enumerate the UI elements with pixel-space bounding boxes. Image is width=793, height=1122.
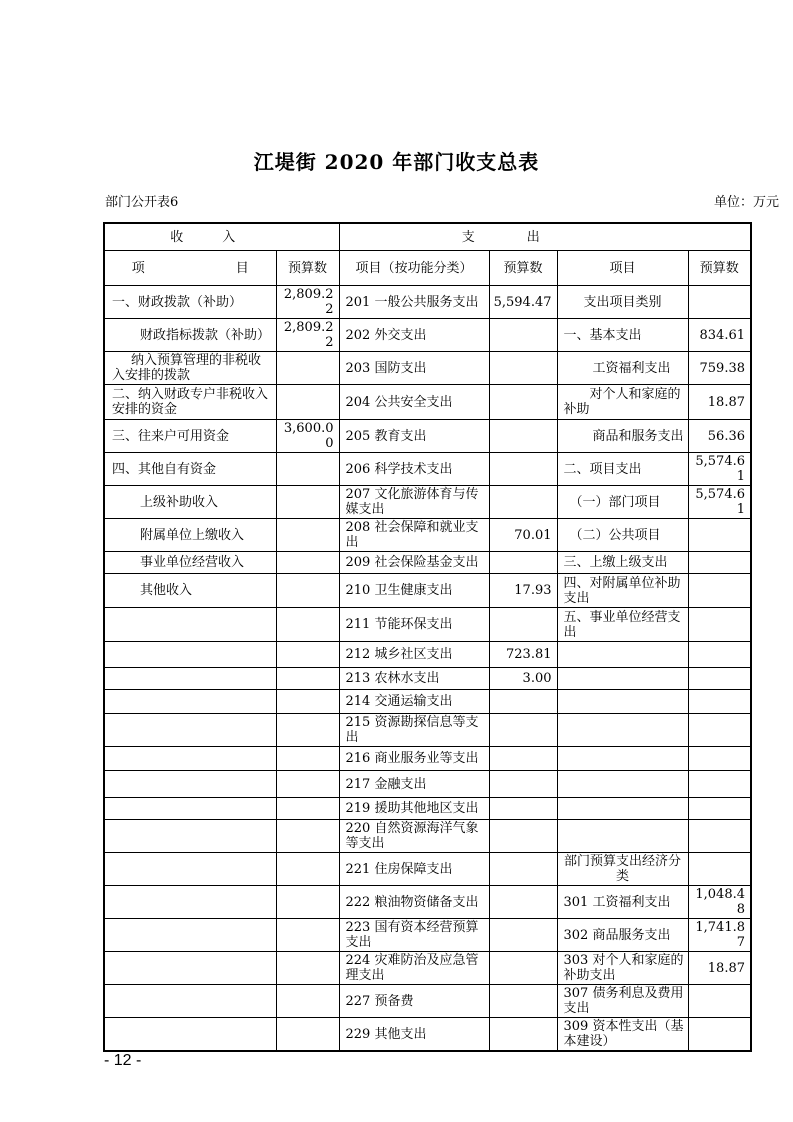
table-row — [104, 385, 751, 420]
func-budget-cell — [489, 952, 557, 985]
func-item-cell: 204 公共安全支出 — [339, 385, 489, 420]
exp-item-cell — [557, 747, 688, 771]
exp-budget-cell — [688, 552, 751, 574]
exp-item-cell: 工资福利支出 — [557, 352, 688, 385]
exp-item-cell: 三、上缴上级支出 — [557, 552, 688, 574]
table-row — [104, 574, 751, 608]
exp-item-cell — [557, 771, 688, 798]
exp-budget-cell — [688, 286, 751, 319]
exp-budget-cell — [688, 853, 751, 886]
income-item-cell — [104, 919, 276, 952]
exp-budget-cell: 1,048.48 — [688, 886, 751, 919]
func-budget-cell — [489, 820, 557, 853]
income-item-cell — [104, 886, 276, 919]
exp-budget-cell — [688, 820, 751, 853]
exp-item-cell: 五、事业单位经营支出 — [557, 608, 688, 642]
func-budget-cell — [489, 853, 557, 886]
income-budget-cell — [276, 853, 339, 886]
func-item-cell: 211 节能环保支出 — [339, 608, 489, 642]
table-row — [104, 820, 751, 853]
table-row — [104, 886, 751, 919]
func-item-cell: 219 援助其他地区支出 — [339, 798, 489, 820]
exp-item-cell: （一）部门项目 — [557, 486, 688, 519]
table-row — [104, 286, 751, 319]
table-row — [104, 798, 751, 820]
income-budget-cell — [276, 352, 339, 385]
table-row — [104, 919, 751, 952]
income-budget-cell — [276, 608, 339, 642]
income-item-cell — [104, 952, 276, 985]
exp-item-cell: 二、项目支出 — [557, 453, 688, 486]
exp-budget-cell — [688, 714, 751, 747]
exp-budget-header: 预算数 — [688, 251, 751, 286]
exp-item-cell: 307 债务利息及费用支出 — [557, 985, 688, 1018]
func-item-cell: 207 文化旅游体育与传媒支出 — [339, 486, 489, 519]
func-budget-cell — [489, 1018, 557, 1052]
income-budget-cell — [276, 952, 339, 985]
exp-item-cell: 支出项目类别 — [557, 286, 688, 319]
func-budget-cell — [489, 486, 557, 519]
table-row — [104, 642, 751, 668]
income-item-cell: 二、纳入财政专户非税收入安排的资金 — [104, 385, 276, 420]
func-budget-cell — [489, 319, 557, 352]
func-budget-cell — [489, 919, 557, 952]
exp-budget-cell — [688, 747, 751, 771]
exp-item-cell: 商品和服务支出 — [557, 420, 688, 453]
income-item-cell: 一、财政拨款（补助） — [104, 286, 276, 319]
exp-budget-cell — [688, 608, 751, 642]
income-budget-cell — [276, 1018, 339, 1052]
exp-budget-cell — [688, 519, 751, 552]
func-item-cell: 201 一般公共服务支出 — [339, 286, 489, 319]
income-budget-cell — [276, 747, 339, 771]
income-budget-cell: 2,809.22 — [276, 319, 339, 352]
income-budget-cell — [276, 798, 339, 820]
income-item-cell: 事业单位经营收入 — [104, 552, 276, 574]
column-header-row — [104, 251, 751, 286]
exp-item-cell: 309 资本性支出（基本建设） — [557, 1018, 688, 1052]
income-budget-cell — [276, 552, 339, 574]
table-row — [104, 319, 751, 352]
income-section-header: 收 入 — [104, 223, 339, 251]
func-item-cell: 220 自然资源海洋气象等支出 — [339, 820, 489, 853]
income-item-header: 项 目 — [104, 251, 276, 286]
table-body — [104, 286, 751, 1052]
page-number: - 12 - — [104, 1052, 142, 1069]
table-row — [104, 690, 751, 714]
func-item-cell: 210 卫生健康支出 — [339, 574, 489, 608]
func-item-cell: 216 商业服务业等支出 — [339, 747, 489, 771]
income-budget-cell — [276, 714, 339, 747]
table-row — [104, 952, 751, 985]
income-item-cell — [104, 853, 276, 886]
income-item-cell — [104, 798, 276, 820]
table-row — [104, 985, 751, 1018]
func-item-cell: 214 交通运输支出 — [339, 690, 489, 714]
exp-budget-cell: 56.36 — [688, 420, 751, 453]
exp-item-cell: 部门预算支出经济分类 — [557, 853, 688, 886]
table-row — [104, 352, 751, 385]
income-budget-cell — [276, 771, 339, 798]
income-budget-header: 预算数 — [276, 251, 339, 286]
exp-budget-cell — [688, 985, 751, 1018]
exp-item-cell: （二）公共项目 — [557, 519, 688, 552]
income-budget-cell — [276, 919, 339, 952]
income-item-cell — [104, 642, 276, 668]
table-row — [104, 608, 751, 642]
func-item-cell: 221 住房保障支出 — [339, 853, 489, 886]
exp-item-cell: 对个人和家庭的补助 — [557, 385, 688, 420]
exp-item-cell: 一、基本支出 — [557, 319, 688, 352]
exp-budget-cell: 5,574.61 — [688, 486, 751, 519]
income-budget-cell — [276, 519, 339, 552]
table-row — [104, 552, 751, 574]
func-item-cell: 206 科学技术支出 — [339, 453, 489, 486]
func-item-cell: 227 预备费 — [339, 985, 489, 1018]
func-item-header: 项目（按功能分类） — [339, 251, 489, 286]
income-item-cell: 纳入预算管理的非税收入安排的拨款 — [104, 352, 276, 385]
table-row — [104, 668, 751, 690]
income-item-cell: 三、往来户可用资金 — [104, 420, 276, 453]
func-budget-cell: 3.00 — [489, 668, 557, 690]
income-item-cell — [104, 690, 276, 714]
section-header-row — [104, 223, 751, 251]
exp-budget-cell — [688, 642, 751, 668]
exp-budget-cell: 759.38 — [688, 352, 751, 385]
income-item-cell — [104, 985, 276, 1018]
exp-item-cell: 四、对附属单位补助支出 — [557, 574, 688, 608]
income-budget-cell — [276, 574, 339, 608]
exp-budget-cell — [688, 574, 751, 608]
table-row — [104, 747, 751, 771]
func-item-cell: 229 其他支出 — [339, 1018, 489, 1052]
income-item-cell — [104, 608, 276, 642]
func-item-cell: 215 资源勘探信息等支出 — [339, 714, 489, 747]
income-item-cell — [104, 820, 276, 853]
income-item-cell — [104, 668, 276, 690]
exp-item-cell — [557, 642, 688, 668]
exp-budget-cell: 5,574.61 — [688, 453, 751, 486]
income-item-cell: 财政指标拨款（补助） — [104, 319, 276, 352]
page-title: 江堤街 2020 年部门收支总表 — [253, 150, 540, 174]
exp-budget-cell — [688, 668, 751, 690]
exp-item-header: 项目 — [557, 251, 688, 286]
func-item-cell: 213 农林水支出 — [339, 668, 489, 690]
table-row — [104, 420, 751, 453]
income-item-cell: 四、其他自有资金 — [104, 453, 276, 486]
unit-label: 单位：万元 — [713, 195, 779, 210]
exp-budget-cell: 18.87 — [688, 952, 751, 985]
income-item-cell: 其他收入 — [104, 574, 276, 608]
income-budget-cell — [276, 668, 339, 690]
exp-item-cell — [557, 668, 688, 690]
exp-item-cell: 302 商品服务支出 — [557, 919, 688, 952]
func-item-cell: 202 外交支出 — [339, 319, 489, 352]
func-item-cell: 209 社会保险基金支出 — [339, 552, 489, 574]
func-item-cell: 205 教育支出 — [339, 420, 489, 453]
income-item-cell — [104, 747, 276, 771]
income-budget-cell: 2,809.22 — [276, 286, 339, 319]
budget-table — [103, 222, 752, 1052]
func-budget-cell — [489, 608, 557, 642]
income-item-cell — [104, 771, 276, 798]
expenditure-section-header: 支 出 — [339, 223, 751, 251]
income-budget-cell — [276, 642, 339, 668]
table-row — [104, 853, 751, 886]
func-item-cell: 222 粮油物资储备支出 — [339, 886, 489, 919]
func-budget-cell — [489, 747, 557, 771]
func-item-cell: 224 灾难防治及应急管理支出 — [339, 952, 489, 985]
exp-budget-cell: 18.87 — [688, 385, 751, 420]
exp-budget-cell — [688, 690, 751, 714]
exp-budget-cell — [688, 798, 751, 820]
func-budget-cell — [489, 552, 557, 574]
func-budget-cell — [489, 352, 557, 385]
income-budget-cell — [276, 486, 339, 519]
exp-budget-cell: 1,741.87 — [688, 919, 751, 952]
income-item-cell: 附属单位上缴收入 — [104, 519, 276, 552]
func-budget-cell: 70.01 — [489, 519, 557, 552]
func-budget-cell — [489, 798, 557, 820]
func-budget-cell: 17.93 — [489, 574, 557, 608]
income-item-cell — [104, 1018, 276, 1052]
exp-budget-cell: 834.61 — [688, 319, 751, 352]
func-budget-cell — [489, 385, 557, 420]
func-item-cell: 223 国有资本经营预算支出 — [339, 919, 489, 952]
income-item-cell — [104, 714, 276, 747]
form-label: 部门公开表6 — [105, 195, 179, 210]
func-item-cell: 208 社会保障和就业支出 — [339, 519, 489, 552]
income-budget-cell — [276, 690, 339, 714]
exp-item-cell — [557, 820, 688, 853]
exp-budget-cell — [688, 771, 751, 798]
table-row — [104, 453, 751, 486]
func-budget-cell — [489, 420, 557, 453]
func-item-cell: 212 城乡社区支出 — [339, 642, 489, 668]
income-budget-cell — [276, 453, 339, 486]
table-row — [104, 1018, 751, 1052]
func-budget-cell — [489, 985, 557, 1018]
func-budget-cell — [489, 714, 557, 747]
exp-item-cell — [557, 798, 688, 820]
exp-item-cell: 303 对个人和家庭的补助支出 — [557, 952, 688, 985]
income-item-cell: 上级补助收入 — [104, 486, 276, 519]
exp-item-cell — [557, 690, 688, 714]
income-budget-cell: 3,600.00 — [276, 420, 339, 453]
func-budget-cell — [489, 886, 557, 919]
func-budget-cell: 723.81 — [489, 642, 557, 668]
income-budget-cell — [276, 820, 339, 853]
exp-budget-cell — [688, 1018, 751, 1052]
func-item-cell: 203 国防支出 — [339, 352, 489, 385]
func-budget-cell — [489, 690, 557, 714]
income-budget-cell — [276, 985, 339, 1018]
table-row — [104, 486, 751, 519]
func-budget-cell — [489, 771, 557, 798]
income-budget-cell — [276, 886, 339, 919]
exp-item-cell — [557, 714, 688, 747]
table-row — [104, 714, 751, 747]
func-budget-cell: 5,594.47 — [489, 286, 557, 319]
exp-item-cell: 301 工资福利支出 — [557, 886, 688, 919]
func-item-cell: 217 金融支出 — [339, 771, 489, 798]
func-budget-cell — [489, 453, 557, 486]
table-row — [104, 771, 751, 798]
income-budget-cell — [276, 385, 339, 420]
func-budget-header: 预算数 — [489, 251, 557, 286]
table-row — [104, 519, 751, 552]
